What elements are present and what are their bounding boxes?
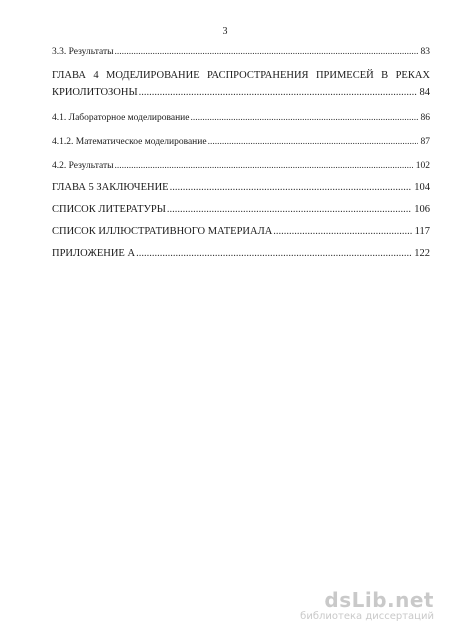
toc-entry-title: 4.2. Результаты xyxy=(52,161,114,171)
toc-entry-page: 83 xyxy=(420,47,430,57)
toc-entry-page: 102 xyxy=(415,161,430,171)
toc-entry-page: 104 xyxy=(414,182,430,193)
toc-entry xyxy=(52,225,430,239)
toc-leader-dots xyxy=(115,159,413,173)
toc-entry xyxy=(52,111,430,125)
watermark xyxy=(244,589,434,623)
toc-entry-title: ПРИЛОЖЕНИЕ А xyxy=(52,248,136,259)
toc-entry-title-line1: ГЛАВА 4 МОДЕЛИРОВАНИЕ РАСПРОСТРАНЕНИЯ ПРИМЕСЕЙ В РЕКАХ xyxy=(52,70,430,81)
toc-entry xyxy=(52,247,430,261)
toc-leader-dots xyxy=(190,111,417,125)
watermark-subtitle: библиотека диссертаций xyxy=(300,611,434,622)
toc-leader-dots xyxy=(170,181,412,195)
toc-leader-dots xyxy=(167,203,411,217)
toc-entry-page: 122 xyxy=(414,248,430,259)
toc-entry-title: СПИСОК ЛИТЕРАТУРЫ xyxy=(52,204,166,215)
toc-entry-title: 4.1. Лабораторное моделирование xyxy=(52,113,190,123)
toc-entry xyxy=(52,181,430,195)
toc-entry-page: 87 xyxy=(420,137,430,147)
toc-entry-title: ГЛАВА 5 ЗАКЛЮЧЕНИЕ xyxy=(52,182,169,193)
page-number: 3 xyxy=(222,26,228,37)
toc-entry-page: 117 xyxy=(414,226,430,237)
toc-entry-title: 4.1.2. Математическое моделирование xyxy=(52,137,207,147)
toc-entry xyxy=(52,45,430,59)
toc-leader-dots xyxy=(273,225,411,239)
watermark-logo: dsLib.net xyxy=(324,588,434,612)
toc-entry xyxy=(52,203,430,217)
table-of-contents xyxy=(52,40,430,261)
toc-leader-dots xyxy=(115,45,418,59)
toc-leader-dots xyxy=(208,135,418,149)
toc-entry xyxy=(52,69,430,100)
toc-entry-title-line2: КРИОЛИТОЗОНЫ xyxy=(52,87,138,98)
toc-leader-dots xyxy=(139,86,417,100)
toc-entry-page: 84 xyxy=(419,87,430,98)
toc-entry-page: 106 xyxy=(414,204,430,215)
toc-entry xyxy=(52,135,430,149)
toc-entry-title: 3.3. Результаты xyxy=(52,47,114,57)
toc-entry-line2 xyxy=(52,86,430,100)
toc-entry-page: 86 xyxy=(420,113,430,123)
toc-entry xyxy=(52,159,430,173)
toc-leader-dots xyxy=(136,247,411,261)
toc-entry-title: СПИСОК ИЛЛЮСТРАТИВНОГО МАТЕРИАЛА xyxy=(52,226,273,237)
